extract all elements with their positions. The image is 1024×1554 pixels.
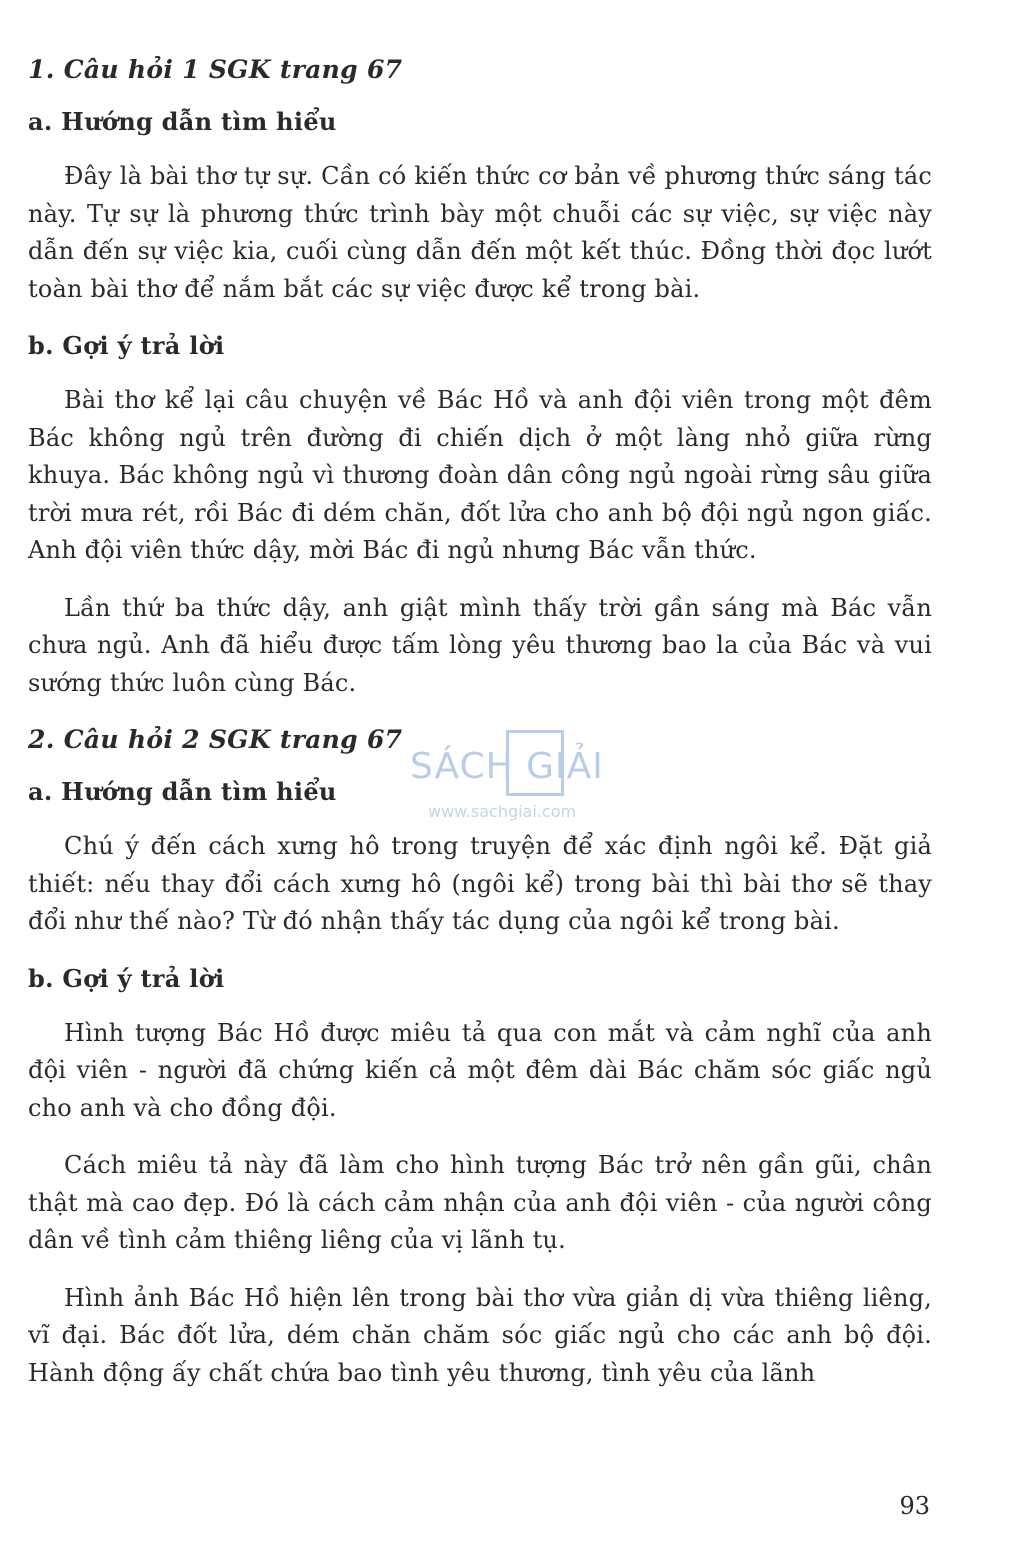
watermark-logo xyxy=(410,728,620,826)
question-2-answer-heading: b. Gợi ý trả lời xyxy=(28,963,225,993)
question-1-answer-paragraph-1: Bài thơ kể lại câu chuyện về Bác Hồ và anh đội viên trong một đêm Bác không ngủ trên đường đi chiến dịch ở một làng nhỏ giữa rừng khuya. Bác không ngủ vì thương đoàn dân công ngủ ngoài rừng sâu giữa trời mưa rét, rồi Bác đi dém chăn, đốt lửa cho anh bộ đội ngủ ngon giấc. Anh đội viên thức dậy, mời Bác đi ngủ nhưng Bác vẫn thức. xyxy=(28,386,932,564)
question-2-answer-paragraph-2: Cách miêu tả này đã làm cho hình tượng Bác trở nên gần gũi, chân thật mà cao đẹp. Đó là cách cảm nhận của anh đội viên - của người công dân về tình cảm thiêng liêng của vị lãnh tụ. xyxy=(28,1151,932,1254)
question-1-heading: 1. Câu hỏi 1 SGK trang 67 xyxy=(28,55,403,84)
question-1-guide-heading: a. Hướng dẫn tìm hiểu xyxy=(28,107,337,136)
question-2-guide-paragraph: Chú ý đến cách xưng hô trong truyện để xác định ngôi kể. Đặt giả thiết: nếu thay đổi cách xưng hô (ngôi kể) trong bài thì bài thơ sẽ thay đổi như thế nào? Từ đó nhận thấy tác dụng của ngôi kể trong bài. xyxy=(28,832,932,935)
question-1-answer-paragraph-2: Lần thứ ba thức dậy, anh giật mình thấy trời gần sáng mà Bác vẫn chưa ngủ. Anh đã hiểu được tấm lòng yêu thương bao la của Bác và vui sướng thức luôn cùng Bác. xyxy=(28,593,932,697)
watermark-brand: SÁCH GIẢI xyxy=(410,746,604,787)
question-2-guide-heading: a. Hướng dẫn tìm hiểu xyxy=(28,777,337,806)
question-1-guide-paragraph: Đây là bài thơ tự sự. Cần có kiến thức cơ bản về phương thức sáng tác này. Tự sự là phương thức trình bày một chuỗi các sự việc, sự việc này dẫn đến sự việc kia, cuối cùng dẫn đến một kết thúc. Đồng thời đọc lướt toàn bài thơ để nắm bắt các sự việc được kể trong bài. xyxy=(28,162,932,303)
watermark-url: www.sachgiai.com xyxy=(428,802,577,821)
question-2-answer-paragraph-1: Hình tượng Bác Hồ được miêu tả qua con mắt và cảm nghĩ của anh đội viên - người đã chứng kiến cả một đêm dài Bác chăm sóc giấc ngủ cho anh và cho đồng đội. xyxy=(28,1018,932,1122)
question-1-answer-heading: b. Gợi ý trả lời xyxy=(28,331,225,360)
question-2-heading: 2. Câu hỏi 2 SGK trang 67 xyxy=(28,725,403,754)
question-2-answer-paragraph-3: Hình ảnh Bác Hồ hiện lên trong bài thơ vừa giản dị vừa thiêng liêng, vĩ đại. Bác đốt lửa, dém chăn chăm sóc giấc ngủ cho các anh bộ đội. Hành động ấy chất chứa bao tình yêu thương, tình yêu của lãnh xyxy=(28,1283,932,1387)
page-number: 93 xyxy=(899,1492,930,1520)
